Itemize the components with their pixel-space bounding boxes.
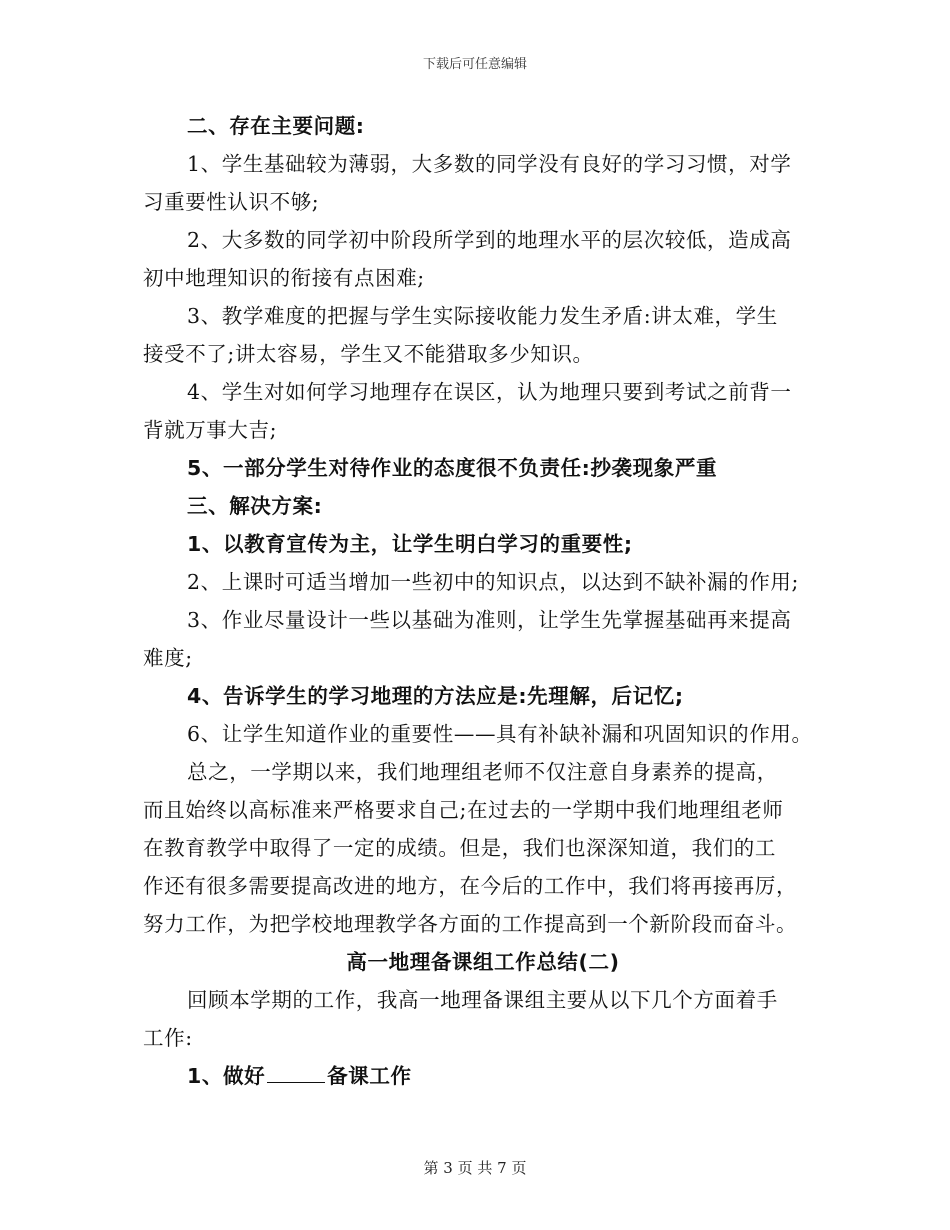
paragraph-line: 接受不了;讲太容易，学生又不能猎取多少知识。 [143,342,594,366]
paragraph-line: 初中地理知识的衔接有点困难; [143,266,425,290]
paragraph-line: 习重要性认识不够; [143,190,320,214]
item-suffix: 备课工作 [327,1064,412,1088]
item-prefix: 1、做好 [187,1064,266,1088]
paragraph-line: 6、让学生知道作业的重要性——具有补缺补漏和巩固知识的作用。 [187,722,813,746]
paragraph-line: 2、大多数的同学初中阶段所学到的地理水平的层次较低，造成高 [187,228,792,252]
bold-paragraph-line: 1、以教育宣传为主，让学生明白学习的重要性; [187,532,633,556]
paragraph-line: 1、学生基础较为薄弱，大多数的同学没有良好的学习习惯，对学 [187,152,792,176]
paragraph-line: 工作: [143,1026,193,1050]
paragraph-line: 3、教学难度的把握与学生实际接收能力发生矛盾:讲太难，学生 [187,304,778,328]
document-title: 高一地理备课组工作总结(二) [346,950,620,974]
bold-paragraph-line: 4、告诉学生的学习地理的方法应是:先理解，后记忆; [187,684,684,708]
bold-paragraph-line: 5、一部分学生对待作业的态度很不负责任:抄袭现象严重 [187,456,718,480]
paragraph-line: 作还有很多需要提高改进的地方，在今后的工作中，我们将再接再厉， [143,874,798,898]
page-number-footer: 第 3 页 共 7 页 [423,1159,527,1177]
paragraph-line: 总之，一学期以来，我们地理组老师不仅注意自身素养的提高， [187,760,778,784]
paragraph-line: 在教育教学中取得了一定的成绩。但是，我们也深深知道，我们的工 [143,836,776,860]
paragraph-line: 3、作业尽量设计一些以基础为准则，让学生先掌握基础再来提高 [187,608,792,632]
section-heading: 二、存在主要问题: [187,114,365,138]
paragraph-line: 4、学生对如何学习地理存在误区，认为地理只要到考试之前背一 [187,380,792,404]
paragraph-line: 难度; [143,646,193,670]
fill-in-blank [267,1064,325,1083]
paragraph-line: 2、上课时可适当增加一些初中的知识点，以达到不缺补漏的作用; [187,570,799,594]
paragraph-line: 背就万事大吉; [143,418,278,442]
bold-paragraph-line [187,1062,412,1090]
page-header-note: 下载后可任意编辑 [422,57,527,72]
paragraph-line: 回顾本学期的工作，我高一地理备课组主要从以下几个方面着手 [187,988,778,1012]
paragraph-line: 而且始终以高标准来严格要求自己;在过去的一学期中我们地理组老师 [143,798,784,822]
paragraph-line: 努力工作，为把学校地理教学各方面的工作提高到一个新阶段而奋斗。 [143,912,798,936]
section-heading: 三、解决方案: [187,494,323,518]
